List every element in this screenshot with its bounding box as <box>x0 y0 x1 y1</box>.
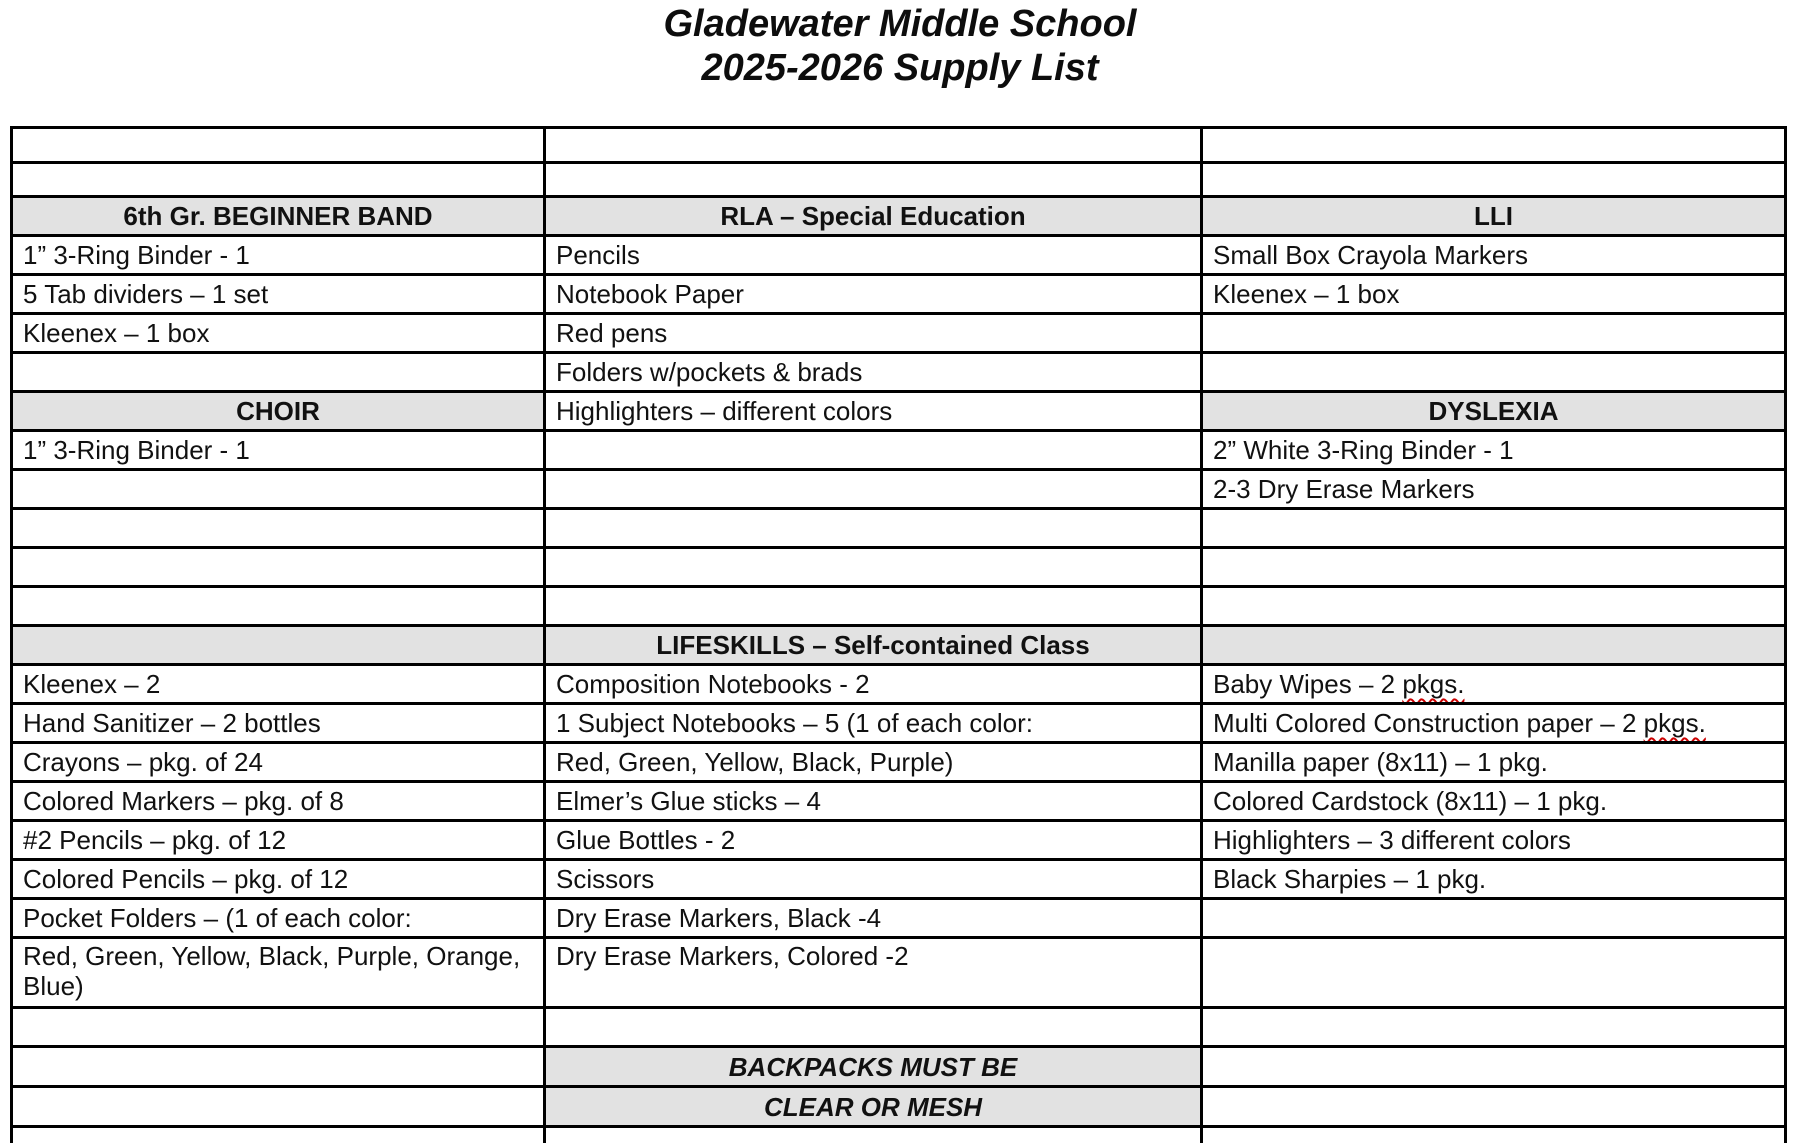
table-row <box>12 938 1786 1008</box>
table-row <box>12 1127 1786 1143</box>
empty-cell <box>545 1127 1202 1143</box>
cell-text: Highlighters – different colors <box>556 396 893 426</box>
cell-text: Colored Markers – pkg. of 8 <box>23 786 344 816</box>
supply-item-cell <box>12 743 545 782</box>
empty-cell <box>12 128 545 163</box>
supply-item-cell <box>12 236 545 275</box>
empty-cell <box>545 470 1202 509</box>
document-header <box>0 0 1800 126</box>
notice-cell <box>545 1087 1202 1127</box>
supply-item-cell <box>545 353 1202 392</box>
supply-item-cell <box>545 938 1202 1008</box>
cell-text: 1” 3-Ring Binder - 1 <box>23 240 250 270</box>
table-row <box>12 548 1786 587</box>
cell-text: 2-3 Dry Erase Markers <box>1213 474 1475 504</box>
cell-text: Red, Green, Yellow, Black, Purple, Orange, Blue) <box>23 941 521 1001</box>
supply-item-cell <box>12 314 545 353</box>
table-row <box>12 353 1786 392</box>
cell-text: Pocket Folders – (1 of each color: <box>23 903 412 933</box>
cell-text: RLA – Special Education <box>720 201 1026 231</box>
table-row <box>12 821 1786 860</box>
empty-cell <box>12 163 545 197</box>
supply-item-cell <box>1202 704 1786 743</box>
empty-cell <box>1202 1087 1786 1127</box>
empty-cell <box>1202 163 1786 197</box>
cell-text: LIFESKILLS – Self-contained Class <box>656 630 1090 660</box>
table-row <box>12 587 1786 626</box>
table-row <box>12 1087 1786 1127</box>
table-row <box>12 899 1786 938</box>
cell-text: Highlighters – 3 different colors <box>1213 825 1571 855</box>
supply-item-cell <box>1202 275 1786 314</box>
document-title: Gladewater Middle School <box>663 3 1137 45</box>
supply-item-cell <box>1202 782 1786 821</box>
supply-item-cell <box>545 392 1202 431</box>
cell-text: Folders w/pockets & brads <box>556 357 863 387</box>
section-header-cell <box>1202 197 1786 236</box>
table-row <box>12 860 1786 899</box>
cell-text: Colored Pencils – pkg. of 12 <box>23 864 349 894</box>
table-row <box>12 509 1786 548</box>
cell-text: Multi Colored Construction paper – 2 <box>1213 708 1644 738</box>
cell-text: 5 Tab dividers – 1 set <box>23 279 269 309</box>
supply-item-cell <box>545 314 1202 353</box>
misspelled-word: pkgs. <box>1643 708 1706 738</box>
supply-item-cell <box>545 275 1202 314</box>
section-header-cell <box>12 392 545 431</box>
supply-item-cell <box>545 743 1202 782</box>
section-header-cell <box>545 626 1202 665</box>
supply-item-cell <box>12 704 545 743</box>
supply-item-cell <box>1202 821 1786 860</box>
supply-item-cell <box>12 665 545 704</box>
section-header-cell <box>1202 392 1786 431</box>
cell-text: Elmer’s Glue sticks – 4 <box>556 786 821 816</box>
table-row <box>12 704 1786 743</box>
cell-text: Hand Sanitizer – 2 bottles <box>23 708 321 738</box>
supply-item-cell <box>12 899 545 938</box>
cell-text: BACKPACKS MUST BE <box>728 1051 1018 1082</box>
empty-cell <box>545 128 1202 163</box>
empty-cell <box>1202 587 1786 626</box>
cell-text: Baby Wipes – 2 <box>1213 669 1403 699</box>
cell-text: Manilla paper (8x11) – 1 pkg. <box>1213 747 1548 777</box>
cell-text: #2 Pencils – pkg. of 12 <box>23 825 287 855</box>
empty-cell <box>545 431 1202 470</box>
empty-cell <box>1202 548 1786 587</box>
cell-text: Black Sharpies – 1 pkg. <box>1213 864 1487 894</box>
table-row <box>12 626 1786 665</box>
document-subtitle: 2025-2026 Supply List <box>701 47 1099 89</box>
section-header-cell <box>545 197 1202 236</box>
empty-cell <box>12 1087 545 1127</box>
supply-item-cell <box>545 782 1202 821</box>
cell-text: 1” 3-Ring Binder - 1 <box>23 435 250 465</box>
cell-text: Scissors <box>556 864 655 894</box>
empty-cell <box>12 587 545 626</box>
cell-text: CHOIR <box>236 396 320 426</box>
table-row <box>12 431 1786 470</box>
cell-text: Glue Bottles - 2 <box>556 825 736 855</box>
empty-cell <box>12 509 545 548</box>
cell-text: Kleenex – 1 box <box>1213 279 1400 309</box>
section-header-cell <box>12 197 545 236</box>
cell-text: Dry Erase Markers, Colored -2 <box>556 941 909 971</box>
supply-item-cell <box>1202 860 1786 899</box>
cell-text: Red, Green, Yellow, Black, Purple) <box>556 747 954 777</box>
empty-cell <box>12 353 545 392</box>
table-row <box>12 1008 1786 1047</box>
table-row <box>12 392 1786 431</box>
supply-item-cell <box>12 938 545 1008</box>
supply-item-cell <box>1202 743 1786 782</box>
empty-cell <box>545 587 1202 626</box>
table-row <box>12 236 1786 275</box>
empty-cell <box>1202 1047 1786 1087</box>
cell-text: Kleenex – 1 box <box>23 318 210 348</box>
empty-cell <box>12 1127 545 1143</box>
empty-cell <box>1202 128 1786 163</box>
table-row <box>12 470 1786 509</box>
empty-cell <box>1202 938 1786 1008</box>
empty-cell <box>1202 1008 1786 1047</box>
cell-text: Crayons – pkg. of 24 <box>23 747 263 777</box>
cell-text: Colored Cardstock (8x11) – 1 pkg. <box>1213 786 1608 816</box>
supply-item-cell <box>545 860 1202 899</box>
empty-cell <box>1202 899 1786 938</box>
supply-item-cell <box>545 821 1202 860</box>
supply-item-cell <box>1202 665 1786 704</box>
table-row <box>12 665 1786 704</box>
empty-cell <box>1202 509 1786 548</box>
supply-item-cell <box>545 236 1202 275</box>
empty-cell <box>12 626 545 665</box>
supply-item-cell <box>12 431 545 470</box>
empty-cell <box>545 163 1202 197</box>
empty-cell <box>12 1047 545 1087</box>
cell-text: Notebook Paper <box>556 279 744 309</box>
cell-text: Dry Erase Markers, Black -4 <box>556 903 882 933</box>
empty-cell <box>12 1008 545 1047</box>
supply-item-cell <box>1202 236 1786 275</box>
supply-item-cell <box>545 704 1202 743</box>
cell-text: LLI <box>1474 201 1513 231</box>
supply-list-table <box>10 126 1787 1143</box>
supply-item-cell <box>12 821 545 860</box>
empty-cell <box>545 509 1202 548</box>
notice-cell <box>545 1047 1202 1087</box>
cell-text: Small Box Crayola Markers <box>1213 240 1528 270</box>
supply-item-cell <box>12 782 545 821</box>
table-row <box>12 743 1786 782</box>
supply-item-cell <box>1202 470 1786 509</box>
supply-item-cell <box>545 899 1202 938</box>
empty-cell <box>1202 1127 1786 1143</box>
empty-cell <box>545 548 1202 587</box>
cell-text: 6th Gr. BEGINNER BAND <box>123 201 433 231</box>
empty-cell <box>1202 626 1786 665</box>
supply-item-cell <box>1202 431 1786 470</box>
empty-cell <box>1202 314 1786 353</box>
table-row <box>12 1047 1786 1087</box>
empty-cell <box>12 470 545 509</box>
misspelled-word: pkgs. <box>1402 669 1465 699</box>
table-row <box>12 163 1786 197</box>
cell-text: CLEAR OR MESH <box>763 1091 983 1122</box>
cell-text: Composition Notebooks - 2 <box>556 669 870 699</box>
table-row <box>12 314 1786 353</box>
cell-text: Kleenex – 2 <box>23 669 161 699</box>
table-row <box>12 275 1786 314</box>
supply-item-cell <box>545 665 1202 704</box>
cell-text: 2” White 3-Ring Binder - 1 <box>1213 435 1514 465</box>
table-row <box>12 782 1786 821</box>
empty-cell <box>12 548 545 587</box>
table-row <box>12 197 1786 236</box>
cell-text: Red pens <box>556 318 668 348</box>
supply-item-cell <box>12 860 545 899</box>
supply-item-cell <box>12 275 545 314</box>
cell-text: 1 Subject Notebooks – 5 (1 of each color: <box>556 708 1033 738</box>
empty-cell <box>1202 353 1786 392</box>
table-row <box>12 128 1786 163</box>
cell-text: Pencils <box>556 240 640 270</box>
cell-text: DYSLEXIA <box>1428 396 1559 426</box>
empty-cell <box>545 1008 1202 1047</box>
